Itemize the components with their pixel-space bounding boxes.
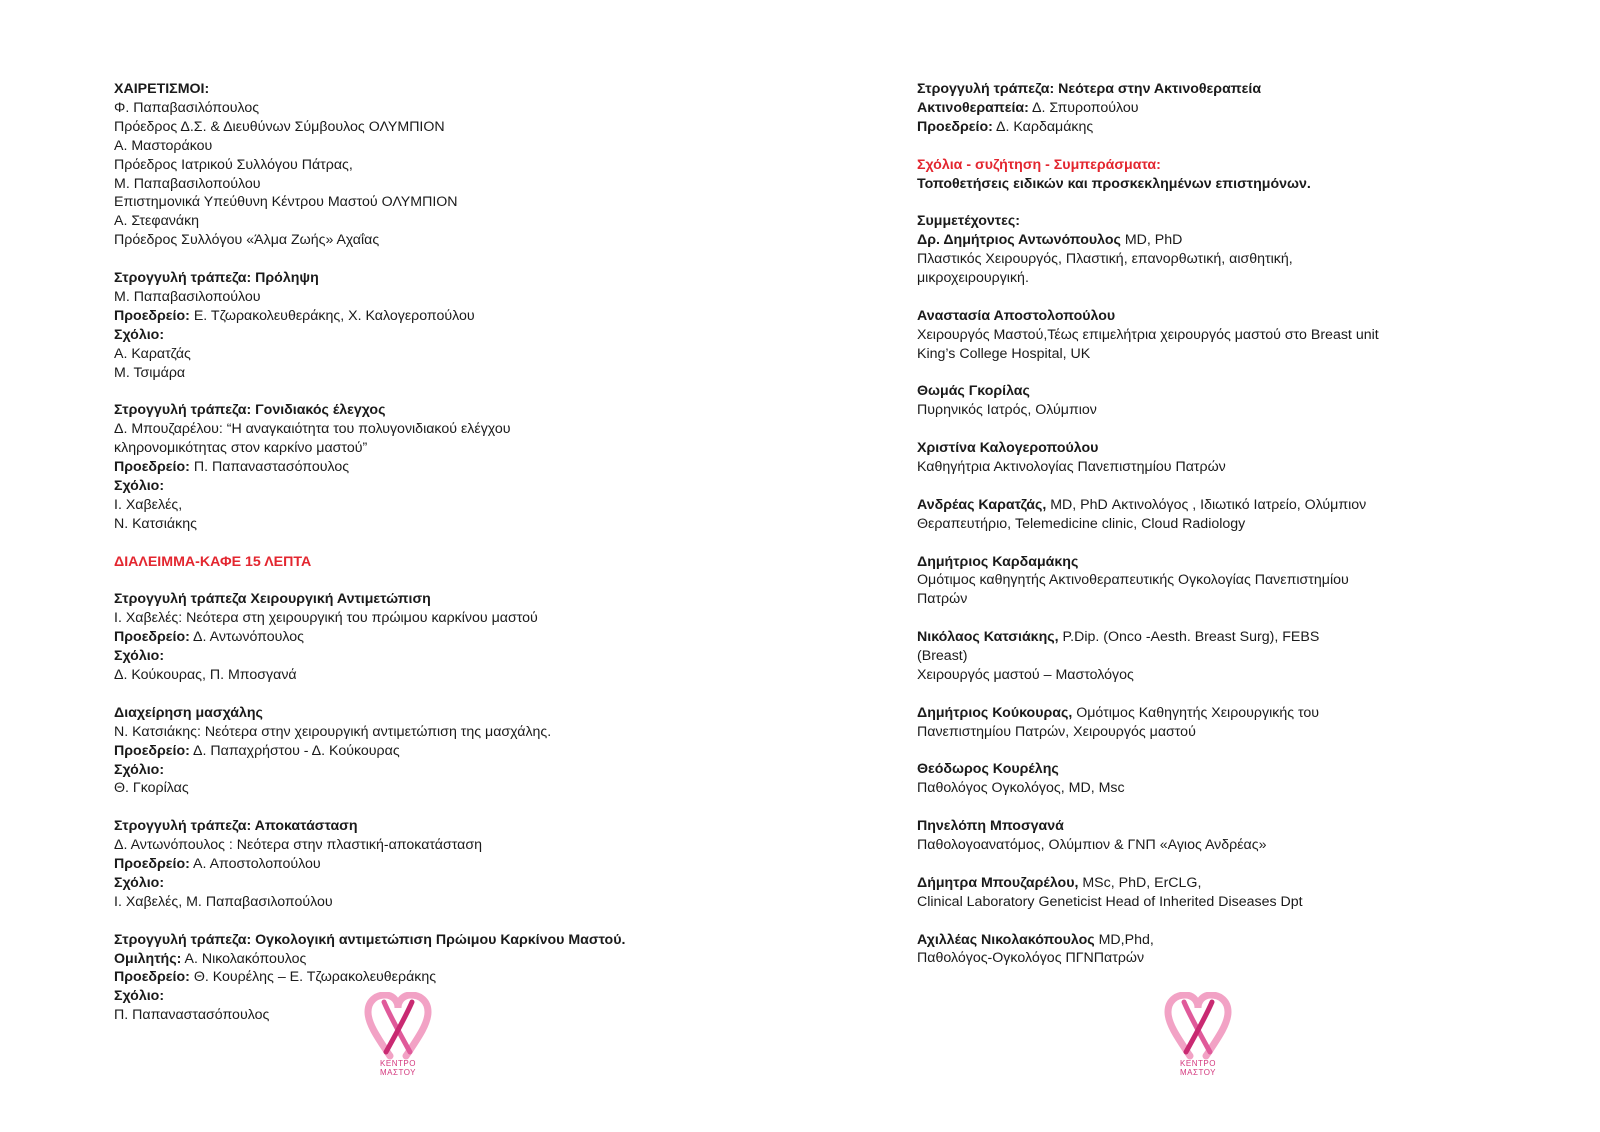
participant	[917, 817, 1417, 855]
prevention-chair	[114, 307, 734, 326]
radiotherapy-heading: Στρογγυλή τράπεζα: Νεότερα στην Ακτινοθεραπεία	[917, 81, 1262, 97]
chair-value: Π. Παπαναστασόπουλος	[189, 459, 350, 476]
participant-desc: Θεραπευτήριο, Telemedicine clinic, Cloud Radiology	[917, 515, 1246, 532]
discussion-heading: Σχόλια - συζήτηση - Συμπεράσματα:	[917, 156, 1161, 173]
participant-name-line	[917, 931, 1417, 950]
participant-name: Δημήτριος Καρδαμάκης	[917, 553, 1079, 570]
greetings-line: Μ. Παπαβασιλοπούλου	[114, 175, 261, 192]
prevention-heading: Στρογγυλή τράπεζα: Πρόληψη	[114, 270, 319, 287]
reconstruction-talk: Δ. Αντωνόπουλος : Νεότερα στην πλαστική-αποκατάσταση	[114, 837, 483, 854]
participant	[917, 553, 1417, 610]
genetic-talk: Δ. Μπουζαρέλου: “Η αναγκαιότητα του πολυγονιδιακού ελέγχου	[114, 421, 511, 438]
discussion-subheading: Τοποθετήσεις ειδικών και προσκεκλημένων επιστημόνων.	[917, 175, 1311, 192]
participant-desc: Πλαστικός Χειρουργός, Πλαστική, επανορθωτική, αισθητική,	[917, 251, 1293, 268]
greetings-line: Πρόεδρος Συλλόγου «Άλμα Ζωής» Αχαΐας	[114, 232, 380, 249]
participant-name: Δημήτριος Κούκουρας,	[917, 704, 1073, 721]
comment-label: Σχόλιο:	[114, 648, 165, 665]
participant	[917, 382, 1417, 420]
pink-ribbon-icon	[1160, 992, 1236, 1060]
comment-name: Ν. Κατσιάκης	[114, 515, 197, 532]
participant-name: Θωμάς Γκορίλας	[917, 383, 1030, 400]
participants-section	[917, 212, 1417, 968]
oncology-heading: Στρογγυλή τράπεζα: Ογκολογική αντιμετώπιση Πρώιμου Καρκίνου Μαστού.	[114, 931, 626, 948]
participant-name-line	[917, 553, 1417, 572]
chair-value: Α. Αποστολοπούλου	[189, 856, 321, 873]
participant-name-line	[917, 439, 1417, 458]
genetic-talk: κληρονομικότητας στον καρκίνο μαστού”	[114, 440, 368, 457]
comment-name: Ι. Χαβελές, Μ. Παπαβασιλοπούλου	[114, 893, 333, 910]
participant-suffix: MD, PhD	[1120, 232, 1183, 249]
participant-suffix: Ομότιμος Καθηγητής Χειρουργικής του	[1072, 704, 1320, 721]
reconstruction-heading: Στρογγυλή τράπεζα: Αποκατάσταση	[114, 818, 358, 835]
greetings-line: Α. Στεφανάκη	[114, 213, 200, 230]
participant-desc: μικροχειρουργική.	[917, 270, 1029, 287]
comment-name: Π. Παπαναστασόπουλος	[114, 1007, 270, 1024]
radiotherapy-chair	[917, 118, 1417, 137]
left-column	[114, 80, 734, 1044]
surgical-chair	[114, 628, 734, 647]
breast-center-logo	[360, 992, 436, 1078]
speaker-label: Ομιλητής:	[114, 950, 182, 967]
logo-text-line2: ΜΑΣΤΟΥ	[1180, 1067, 1216, 1077]
axilla-talk: Ν. Κατσιάκης: Νεότερα στην χειρουργική αντιμετώπιση της μασχάλης.	[114, 723, 552, 740]
comment-name: Θ. Γκορίλας	[114, 780, 189, 797]
genetic-section	[114, 401, 734, 533]
participant-desc: Clinical Laboratory Geneticist Head of Inherited Diseases Dpt	[917, 893, 1303, 910]
breast-center-logo	[1160, 992, 1236, 1078]
talk-label: Ακτινοθεραπεία:	[917, 99, 1029, 116]
participant-desc: Πανεπιστημίου Πατρών, Χειρουργός μαστού	[917, 723, 1196, 740]
greetings-heading: ΧΑΙΡΕΤΙΣΜΟΙ:	[114, 81, 210, 97]
participant-desc: Χειρουργός Μαστού,Τέως επιμελήτρια χειρουργός μαστού στο Breast unit	[917, 326, 1379, 343]
participant-suffix: MD, PhD Ακτινολόγος , Ιδιωτικό Ιατρείο, Ολύμπιον	[1046, 496, 1367, 513]
participant-name: Πηνελόπη Μποσγανά	[917, 818, 1064, 835]
oncology-chair	[114, 968, 734, 987]
participant-desc: Καθηγήτρια Ακτινολογίας Πανεπιστημίου Πατρών	[917, 459, 1226, 476]
participant-desc: (Breast)	[917, 648, 968, 665]
participant-desc: Παθολόγος-Ογκολόγος ΠΓΝΠατρών	[917, 950, 1145, 967]
participant-name: Αχιλλέας Νικολακόπουλος	[917, 931, 1095, 948]
chair-label: Προεδρείο:	[917, 118, 993, 135]
axilla-chair	[114, 742, 734, 761]
participant-name: Νικόλαος Κατσιάκης,	[917, 629, 1059, 646]
participant-name: Θεόδωρος Κουρέλης	[917, 761, 1059, 778]
chair-label: Προεδρείο:	[114, 629, 190, 646]
participant	[917, 496, 1417, 534]
chair-label: Προεδρείο:	[114, 856, 190, 873]
participant-name-line	[917, 760, 1417, 779]
greetings-line: Επιστημονικά Υπεύθυνη Κέντρου Μαστού ΟΛΥΜΠΙΟΝ	[114, 194, 458, 211]
prevention-speaker: Μ. Παπαβασιλοπούλου	[114, 288, 261, 305]
participant	[917, 628, 1417, 685]
participant-desc: Πυρηνικός Ιατρός, Ολύμπιον	[917, 402, 1097, 419]
participant	[917, 439, 1417, 477]
participant-suffix: MSc, PhD, ErCLG,	[1078, 874, 1202, 891]
radiotherapy-talk	[917, 99, 1417, 118]
participant-name: Δήμητρα Μπουζαρέλου,	[917, 874, 1079, 891]
surgical-talk: Ι. Χαβελές: Νεότερα στη χειρουργική του πρώιμου καρκίνου μαστού	[114, 610, 538, 627]
chair-value: Δ. Αντωνόπουλος	[189, 629, 305, 646]
participant-desc: Παθολόγος Ογκολόγος, MD, Msc	[917, 780, 1125, 797]
participant-name: Ανδρέας Καρατζάς,	[917, 496, 1047, 513]
participant-name: Δρ. Δημήτριος Αντωνόπουλος	[917, 232, 1121, 249]
participant	[917, 874, 1417, 912]
radiotherapy-section	[917, 80, 1417, 137]
participant-desc: Χειρουργός μαστού – Μαστολόγος	[917, 666, 1134, 683]
comment-name: Ι. Χαβελές,	[114, 496, 183, 513]
oncology-speaker	[114, 950, 734, 969]
comment-label: Σχόλιο:	[114, 988, 165, 1005]
reconstruction-chair	[114, 855, 734, 874]
participant	[917, 931, 1417, 969]
chair-value: Θ. Κουρέλης – Ε. Τζωρακολευθεράκης	[189, 969, 437, 986]
participants-heading: Συμμετέχοντες:	[917, 213, 1020, 230]
participant-name: Αναστασία Αποστολοπούλου	[917, 307, 1116, 324]
participant-name-line	[917, 231, 1417, 250]
axilla-heading: Διαχείρηση μασχάλης	[114, 704, 263, 721]
comment-label: Σχόλιο:	[114, 761, 165, 778]
chair-label: Προεδρείο:	[114, 307, 190, 324]
greetings-line: Φ. Παπαβασιλόπουλος	[114, 99, 260, 116]
surgical-heading: Στρογγυλή τράπεζα Χειρουργική Αντιμετώπιση	[114, 591, 431, 608]
participant-name-line	[917, 496, 1417, 515]
participant-name-line	[917, 307, 1417, 326]
logo-text-line2: ΜΑΣΤΟΥ	[380, 1067, 416, 1077]
prevention-section	[114, 269, 734, 382]
participant-name: Χριστίνα Καλογεροπούλου	[917, 440, 1099, 457]
participant-desc: Παθολογοανατόμος, Ολύμπιον & ΓΝΠ «Αγιος Ανδρέας»	[917, 837, 1267, 854]
participant	[917, 231, 1417, 288]
comment-name: Μ. Τσιμάρα	[114, 364, 186, 381]
chair-value: Δ. Παπαχρήστου - Δ. Κούκουρας	[189, 742, 400, 759]
participant-desc: King’s College Hospital, UK	[917, 345, 1091, 362]
pink-ribbon-icon	[360, 992, 436, 1060]
chair-label: Προεδρείο:	[114, 969, 190, 986]
participant-suffix: P.Dip. (Onco -Aesth. Breast Surg), FEBS	[1058, 629, 1320, 646]
participant-name-line	[917, 704, 1417, 723]
coffee-break-text: ΔΙΑΛΕΙΜΜΑ-ΚΑΦΕ 15 ΛΕΠΤΑ	[114, 553, 312, 570]
chair-label: Προεδρείο:	[114, 459, 190, 476]
discussion-section	[917, 156, 1417, 194]
axilla-section	[114, 704, 734, 799]
chair-value: Ε. Τζωρακολευθεράκης, Χ. Καλογεροπούλου	[189, 307, 475, 324]
chair-value: Δ. Καρδαμάκης	[992, 118, 1094, 135]
talk-value: Δ. Σπυροπούλου	[1028, 99, 1139, 116]
participant	[917, 760, 1417, 798]
logo-text-line1: ΚΕΝΤΡΟ	[1180, 1059, 1216, 1068]
greetings-line: Πρόεδρος Δ.Σ. & Διευθύνων Σύμβουλος ΟΛΥΜΠΙΟΝ	[114, 118, 445, 135]
participant-name-line	[917, 628, 1417, 647]
logo-text-line1: ΚΕΝΤΡΟ	[380, 1059, 416, 1068]
participant-name-line	[917, 382, 1417, 401]
comment-name: Α. Καρατζάς	[114, 345, 191, 362]
genetic-chair	[114, 458, 734, 477]
genetic-heading: Στρογγυλή τράπεζα: Γονιδιακός έλεγχος	[114, 402, 386, 419]
participant-name-line	[917, 817, 1417, 836]
participant-name-line	[917, 874, 1417, 893]
participant-desc: Πατρών	[917, 591, 968, 608]
comment-name: Δ. Κούκουρας, Π. Μποσγανά	[114, 667, 297, 684]
comment-label: Σχόλιο:	[114, 478, 165, 494]
participant-suffix: MD,Phd,	[1094, 931, 1154, 948]
comment-label: Σχόλιο:	[114, 326, 165, 343]
right-column	[917, 80, 1417, 987]
comment-label: Σχόλιο:	[114, 874, 165, 891]
greetings-section	[114, 80, 734, 250]
participant	[917, 307, 1417, 364]
greetings-line: Πρόεδρος Ιατρικού Συλλόγου Πάτρας,	[114, 156, 353, 173]
reconstruction-section	[114, 817, 734, 912]
chair-label: Προεδρείο:	[114, 742, 190, 759]
surgical-section	[114, 590, 734, 685]
participant	[917, 704, 1417, 742]
participant-desc: Ομότιμος καθηγητής Ακτινοθεραπευτικής Ογκολογίας Πανεπιστημίου	[917, 572, 1349, 589]
speaker-value: Α. Νικολακόπουλος	[181, 950, 307, 967]
greetings-line: Α. Μαστοράκου	[114, 137, 213, 154]
coffee-break	[114, 553, 734, 572]
